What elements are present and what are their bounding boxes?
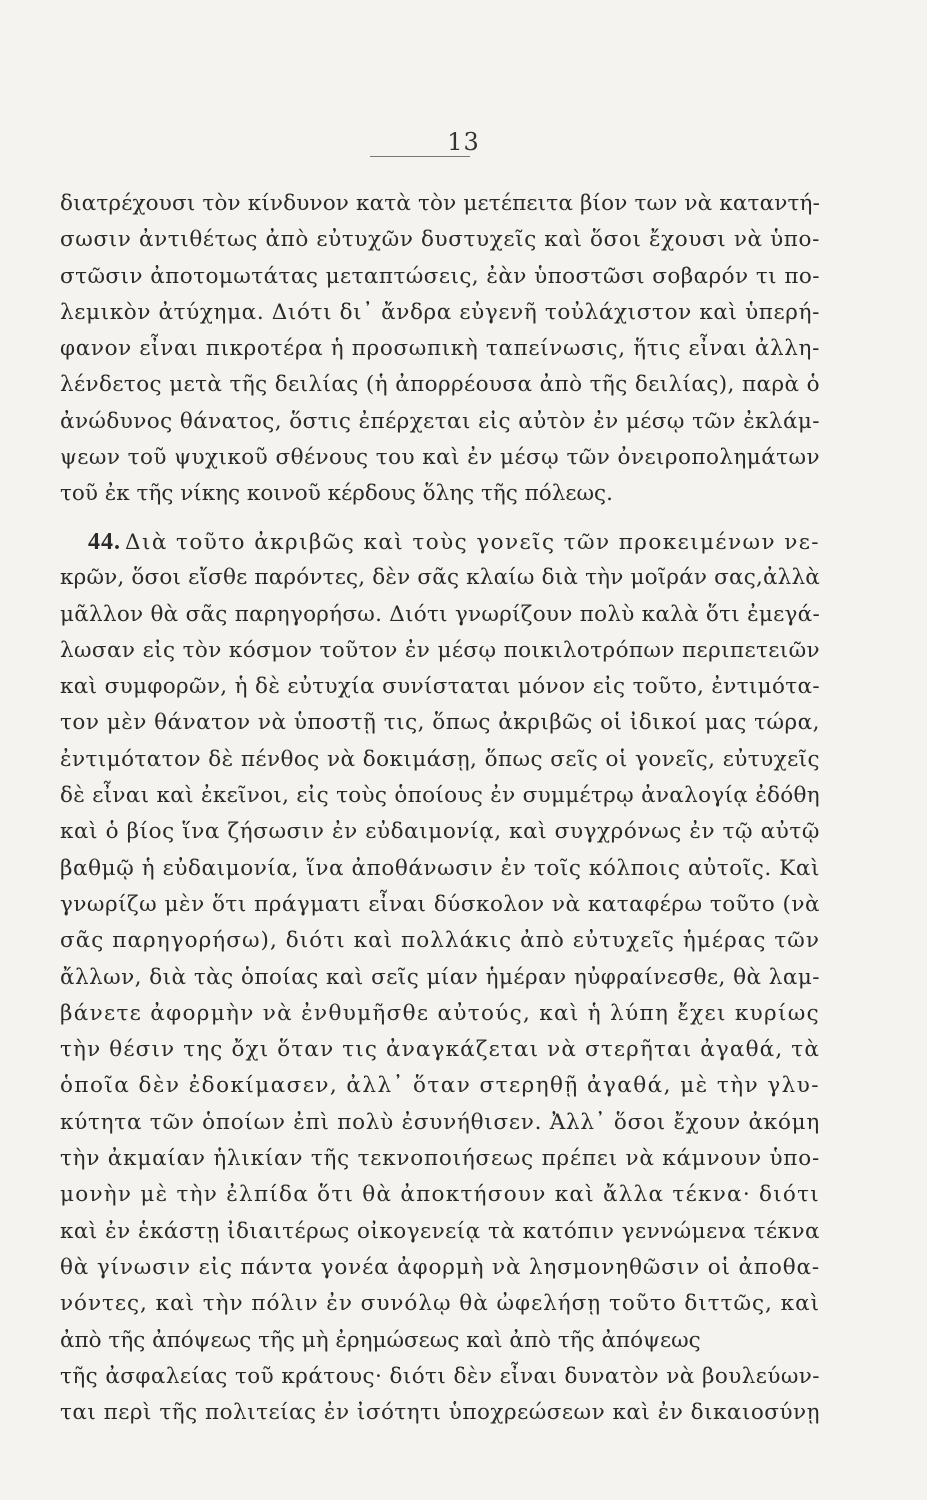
line-text: στῶσιν ἀποτομωτάτας μεταπτώσεις, ἐὰν ὑποστῶσι σοβαρόν τι πο- bbox=[60, 263, 820, 289]
text-line bbox=[60, 1105, 820, 1141]
line-text: δὲ εἶναι καὶ ἐκεῖνοι, εἰς τοὺς ὁποίους ἐν συμμέτρῳ ἀναλογίᾳ ἐδόθη bbox=[60, 783, 820, 809]
text-line bbox=[60, 1068, 820, 1104]
line-text: τοῦ ἐκ τῆς νίκης κοινοῦ κέρδους ὅλης τῆς πόλεως. bbox=[60, 481, 613, 507]
line-text: ἐντιμότατον δὲ πένθος νὰ δοκιμάσῃ, ὅπως σεῖς οἱ γονεῖς, εὐτυχεῖς bbox=[60, 746, 820, 772]
text-line bbox=[60, 705, 820, 741]
text-line bbox=[60, 367, 820, 403]
text-line bbox=[60, 186, 820, 222]
text-line bbox=[60, 1177, 820, 1213]
line-text: ψεων τοῦ ψυχικοῦ σθένους του καὶ ἐν μέσῳ τῶν ὀνειροπολημάτων bbox=[60, 445, 820, 471]
line-text: κρῶν, ὅσοι εἴσθε παρόντες, δὲν σᾶς κλαίω διὰ τὴν μοῖράν σας,ἀλλὰ bbox=[60, 565, 820, 591]
text-line bbox=[60, 633, 820, 669]
text-line bbox=[60, 1323, 820, 1359]
line-text: διατρέχουσι τὸν κίνδυνον κατὰ τὸν μετέπειτα βίον των νὰ καταντή- bbox=[60, 191, 820, 216]
text-line bbox=[60, 814, 820, 850]
text-line bbox=[60, 887, 820, 923]
line-text: ἀπὸ τῆς ἀπόψεως τῆς μὴ ἐρημώσεως καὶ ἀπὸ τῆς ἀπόψεως bbox=[60, 1327, 701, 1353]
line-text: ἄλλων, διὰ τὰς ὁποίας καὶ σεῖς μίαν ἡμέραν ηὐφραίνεσθε, θὰ λαμ- bbox=[60, 964, 820, 990]
line-text: σωσιν ἀντιθέτως ἀπὸ εὐτυχῶν δυστυχεῖς καὶ ὅσοι ἔχουσι νὰ ὑπο- bbox=[60, 227, 820, 253]
line-text: λεμικὸν ἀτύχημα. Διότι δι᾽ ἄνδρα εὐγενῆ τοὐλάχιστον καὶ ὑπερή- bbox=[60, 299, 820, 325]
text-line bbox=[60, 778, 820, 814]
line-text: βαθμῷ ἡ εὐδαιμονία, ἵνα ἀποθάνωσιν ἐν τοῖς κόλποις αὐτοῖς. Καὶ bbox=[60, 855, 820, 881]
text-line bbox=[60, 1141, 820, 1177]
text-line bbox=[60, 742, 820, 778]
text-line bbox=[60, 597, 820, 633]
line-text: λένδετος μετὰ τῆς δειλίας (ἡ ἀπορρέουσα ἀπὸ τῆς δειλίας), παρὰ ὁ bbox=[60, 372, 820, 398]
text-line bbox=[60, 1214, 820, 1250]
line-text: βάνετε ἀφορμὴν νὰ ἐνθυμῆσθε αὐτούς, καὶ ἡ λύπη ἔχει κυρίως bbox=[60, 1000, 820, 1026]
text-line bbox=[60, 404, 820, 440]
text-line bbox=[60, 960, 820, 996]
line-text: τον μὲν θάνατον νὰ ὑποστῇ τις, ὅπως ἀκριβῶς οἱ ἰδικοί μας τώρα, bbox=[60, 710, 820, 736]
line-text: γνωρίζω μὲν ὅτι πράγματι εἶναι δύσκολον νὰ καταφέρω τοῦτο (νὰ bbox=[60, 891, 820, 917]
line-text: μονὴν μὲ τὴν ἐλπίδα ὅτι θὰ ἀποκτήσουν καὶ ἄλλα τέκνα· διότι bbox=[60, 1182, 820, 1208]
line-text: λωσαν εἰς τὸν κόσμον τοῦτον ἐν μέσῳ ποικιλοτρόπων περιπετειῶν bbox=[60, 637, 820, 663]
text-line bbox=[60, 996, 820, 1032]
text-line bbox=[60, 524, 820, 560]
line-text: νόντες, καὶ τὴν πόλιν ἐν συνόλῳ θὰ ὠφελήσῃ τοῦτο διττῶς, καὶ bbox=[60, 1291, 820, 1317]
line-text: θὰ γίνωσιν εἰς πάντα γονέα ἀφορμὴ νὰ λησμονηθῶσιν οἱ ἀποθα- bbox=[60, 1254, 820, 1280]
line-text: Διὰ τοῦτο ἀκριβῶς καὶ τοὺς γονεῖς τῶν προκειμένων νε- bbox=[125, 530, 820, 555]
header-rule bbox=[370, 156, 470, 157]
text-line bbox=[60, 923, 820, 959]
page-number: 13 bbox=[447, 128, 480, 156]
line-text: καὶ συμφορῶν, ἡ δὲ εὐτυχία συνίσταται μόνον εἰς τοῦτο, ἐντιμότα- bbox=[60, 674, 820, 700]
text-line bbox=[60, 1032, 820, 1068]
text-line bbox=[60, 259, 820, 295]
text-line bbox=[60, 669, 820, 705]
line-text: κύτητα τῶν ὁποίων ἐπὶ πολὺ ἐσυνήθισεν. Ἀλλ᾽ ὅσοι ἔχουν ἀκόμη bbox=[60, 1109, 820, 1135]
text-line bbox=[60, 440, 820, 476]
line-text: ἀνώδυνος θάνατος, ὅστις ἐπέρχεται εἰς αὐτὸν ἐν μέσῳ τῶν ἐκλάμ- bbox=[60, 408, 820, 434]
line-text: ται περὶ τῆς πολιτείας ἐν ἰσότητι ὑποχρεώσεων καὶ ἐν δικαιοσύνῃ bbox=[60, 1400, 820, 1426]
line-text: τὴν ἀκμαίαν ἡλικίαν τῆς τεκνοποιήσεως πρέπει νὰ κάμνουν ὑπο- bbox=[60, 1146, 820, 1172]
line-text: τῆς ἀσφαλείας τοῦ κράτους· διότι δὲν εἶναι δυνατὸν νὰ βουλεύων- bbox=[60, 1363, 820, 1389]
paragraph-1 bbox=[60, 186, 820, 513]
paragraph-2 bbox=[60, 524, 820, 1431]
text-line bbox=[60, 222, 820, 258]
line-text: ὁποῖα δὲν ἐδοκίμασεν, ἀλλ᾽ ὅταν στερηθῇ ἀγαθά, μὲ τὴν γλυ- bbox=[60, 1073, 820, 1099]
text-line bbox=[60, 295, 820, 331]
line-text: σᾶς παρηγορήσω), διότι καὶ πολλάκις ἀπὸ εὐτυχεῖς ἡμέρας τῶν bbox=[60, 928, 820, 954]
text-line bbox=[60, 1395, 820, 1431]
text-line bbox=[60, 1286, 820, 1322]
text-line bbox=[60, 1250, 820, 1286]
line-text: καὶ ὁ βίος ἵνα ζήσωσιν ἐν εὐδαιμονίᾳ, καὶ συγχρόνως ἐν τῷ αὐτῷ bbox=[60, 819, 820, 845]
line-text: φανον εἶναι πικροτέρα ἡ προσωπικὴ ταπείνωσις, ἥτις εἶναι ἀλλη- bbox=[60, 336, 820, 362]
line-text: καὶ ἐν ἑκάστῃ ἰδιαιτέρως οἰκογενείᾳ τὰ κατόπιν γεννώμενα τέκνα bbox=[60, 1218, 820, 1244]
line-text: μᾶλλον θὰ σᾶς παρηγορήσω. Διότι γνωρίζουν πολὺ καλὰ ὅτι ἐμεγά- bbox=[60, 601, 820, 627]
text-line bbox=[60, 560, 820, 596]
section-number: 44. bbox=[88, 529, 121, 555]
text-line bbox=[60, 851, 820, 887]
text-line bbox=[60, 1359, 820, 1395]
text-line bbox=[60, 476, 820, 512]
line-text: τὴν θέσιν της ὄχι ὅταν τις ἀναγκάζεται νὰ στερῆται ἀγαθά, τὰ bbox=[60, 1037, 820, 1063]
text-line bbox=[60, 331, 820, 367]
